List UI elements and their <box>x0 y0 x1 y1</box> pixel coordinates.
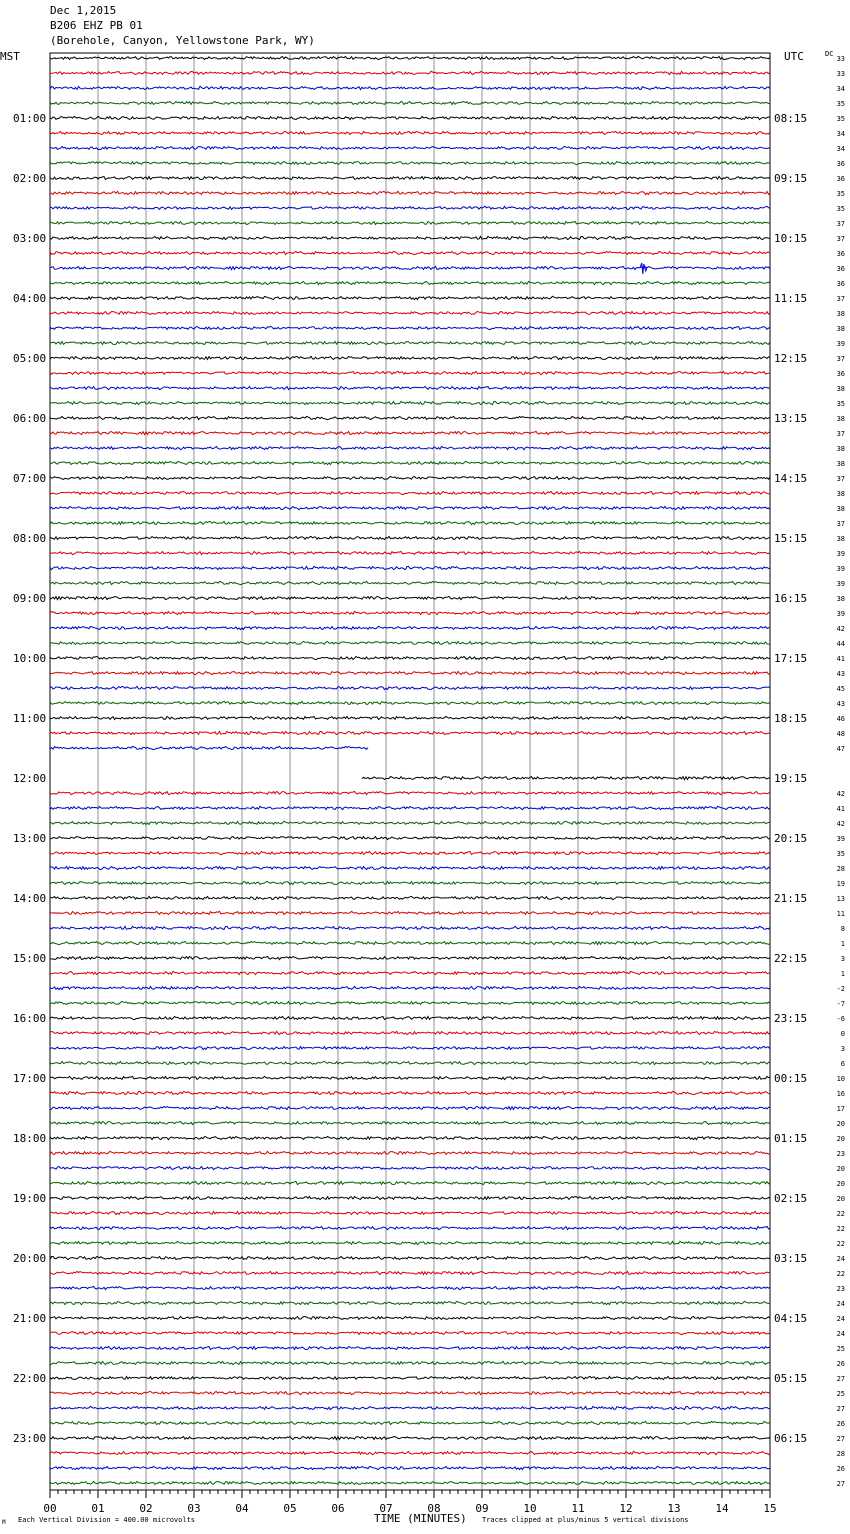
dc-value: 1 <box>840 970 845 978</box>
dc-value: 24 <box>836 1330 845 1338</box>
plot-date: Dec 1,2015 <box>50 4 117 17</box>
seismic-trace <box>50 1121 770 1124</box>
dc-value: 37 <box>836 430 845 438</box>
dc-value: 39 <box>836 565 845 573</box>
seismic-trace <box>50 251 770 254</box>
dc-value: 36 <box>836 280 845 288</box>
left-hour-label: 21:00 <box>13 1312 47 1325</box>
seismic-trace <box>50 716 770 719</box>
seismic-trace <box>50 176 770 179</box>
seismic-trace <box>50 1256 770 1259</box>
seismic-trace <box>50 431 770 434</box>
scale-note: Each Vertical Division = 400.00 microvolts <box>18 1516 196 1524</box>
seismic-trace <box>50 671 770 674</box>
dc-value: 27 <box>836 1375 845 1383</box>
seismic-trace <box>50 1151 770 1154</box>
corner-mark: M <box>2 1519 6 1526</box>
right-hour-label: 20:15 <box>774 832 808 845</box>
dc-value: 39 <box>836 580 845 588</box>
dc-value: 37 <box>836 295 845 303</box>
seismic-trace <box>50 356 770 359</box>
right-hour-label: 06:15 <box>774 1432 808 1445</box>
seismic-trace <box>50 806 770 809</box>
plot-frame <box>50 53 770 1490</box>
dc-value: 13 <box>836 895 845 903</box>
dc-value: 38 <box>836 535 845 543</box>
seismic-trace <box>50 1451 770 1454</box>
dc-value: 35 <box>836 205 845 213</box>
seismic-trace <box>50 1196 770 1199</box>
dc-value: 43 <box>836 700 845 708</box>
dc-value: 22 <box>836 1210 845 1218</box>
dc-value: 37 <box>836 355 845 363</box>
right-hour-label: 09:15 <box>774 172 808 185</box>
seismic-traces <box>50 56 770 1484</box>
seismic-trace <box>50 206 770 209</box>
seismic-trace <box>50 281 770 284</box>
seismic-trace <box>50 386 770 389</box>
seismic-trace <box>50 1316 770 1319</box>
seismic-trace <box>50 896 770 899</box>
station-location: (Borehole, Canyon, Yellowstone Park, WY) <box>50 34 315 47</box>
x-tick-label: 13 <box>667 1502 681 1515</box>
seismic-trace <box>50 611 770 614</box>
dc-value: 22 <box>836 1270 845 1278</box>
dc-value: 33 <box>836 55 845 63</box>
dc-value: 24 <box>836 1300 845 1308</box>
dc-value: 25 <box>836 1345 845 1353</box>
seismic-trace <box>50 1361 770 1364</box>
dc-value: 42 <box>836 820 845 828</box>
right-hour-label: 01:15 <box>774 1132 808 1145</box>
dc-value: 36 <box>836 265 845 273</box>
seismic-trace <box>50 1031 770 1034</box>
seismic-trace <box>50 56 770 59</box>
dc-value: 39 <box>836 610 845 618</box>
seismic-trace <box>50 521 770 524</box>
dc-value: 11 <box>836 910 845 918</box>
dc-value: 16 <box>836 1090 845 1098</box>
seismic-trace <box>50 147 770 150</box>
left-hour-label: 13:00 <box>13 832 47 845</box>
x-tick-label: 01 <box>91 1502 105 1515</box>
seismic-trace <box>50 821 770 824</box>
x-tick-label: 00 <box>43 1502 57 1515</box>
left-timezone: MST <box>0 50 20 63</box>
left-hour-label: 07:00 <box>13 472 47 485</box>
dc-value: 26 <box>836 1420 845 1428</box>
left-hour-label: 12:00 <box>13 772 47 785</box>
left-hour-label: 03:00 <box>13 232 47 245</box>
station-code: B206 EHZ PB 01 <box>50 19 143 32</box>
seismic-trace <box>50 1376 770 1379</box>
seismic-trace <box>50 296 770 299</box>
seismic-trace <box>50 642 770 645</box>
dc-value: 36 <box>836 160 845 168</box>
dc-value: 28 <box>836 1450 845 1458</box>
dc-value: 8 <box>840 925 845 933</box>
dc-value: 44 <box>836 640 845 648</box>
right-hour-label: 10:15 <box>774 232 808 245</box>
right-hour-label: 18:15 <box>774 712 808 725</box>
dc-value: 34 <box>836 85 845 93</box>
x-tick-label: 07 <box>379 1502 393 1515</box>
dc-value: 35 <box>836 115 845 123</box>
dc-value: 26 <box>836 1360 845 1368</box>
event-spike <box>640 263 647 274</box>
dc-value: 22 <box>836 1240 845 1248</box>
x-tick-label: 03 <box>187 1502 201 1515</box>
dc-value: -2 <box>836 985 845 993</box>
seismic-trace <box>50 701 770 704</box>
left-hour-label: 19:00 <box>13 1192 47 1205</box>
dc-value: 38 <box>836 415 845 423</box>
seismic-trace <box>50 836 770 839</box>
dc-value: 36 <box>836 370 845 378</box>
dc-value: 42 <box>836 790 845 798</box>
seismic-trace <box>50 506 770 509</box>
dc-value: 17 <box>836 1105 845 1113</box>
seismic-trace <box>50 1226 770 1229</box>
dc-value: 39 <box>836 835 845 843</box>
dc-value: 19 <box>836 880 845 888</box>
seismic-trace <box>50 86 770 89</box>
seismic-trace <box>50 1046 770 1049</box>
seismic-trace <box>50 656 770 659</box>
x-tick-label: 14 <box>715 1502 729 1515</box>
x-tick-label: 02 <box>139 1502 153 1515</box>
seismic-trace <box>50 1241 770 1244</box>
seismic-trace <box>50 1286 770 1289</box>
dc-value: 3 <box>840 1045 845 1053</box>
seismic-trace <box>50 71 770 74</box>
dc-value: 27 <box>836 1405 845 1413</box>
seismic-trace <box>50 911 770 914</box>
left-hour-label: 14:00 <box>13 892 47 905</box>
dc-value: 38 <box>836 445 845 453</box>
seismic-trace <box>50 1271 770 1274</box>
dc-value: 38 <box>836 490 845 498</box>
dc-value: 20 <box>836 1120 845 1128</box>
seismic-trace <box>50 221 770 224</box>
dc-value: 34 <box>836 130 845 138</box>
seismic-trace <box>50 1301 770 1304</box>
right-hour-label: 02:15 <box>774 1192 808 1205</box>
left-hour-label: 04:00 <box>13 292 47 305</box>
right-hour-label: 12:15 <box>774 352 808 365</box>
dc-value: 37 <box>836 235 845 243</box>
right-hour-label: 00:15 <box>774 1072 808 1085</box>
right-hour-label: 15:15 <box>774 532 808 545</box>
dc-value: 48 <box>836 730 845 738</box>
right-hour-label: 11:15 <box>774 292 808 305</box>
dc-value: 35 <box>836 850 845 858</box>
seismic-trace <box>50 116 770 119</box>
dc-value: 38 <box>836 385 845 393</box>
seismic-trace <box>50 161 770 164</box>
left-hour-label: 23:00 <box>13 1432 47 1445</box>
dc-value: 39 <box>836 340 845 348</box>
clip-note: Traces clipped at plus/minus 5 vertical divisions <box>482 1516 689 1524</box>
seismic-trace <box>50 266 770 269</box>
dc-value: 28 <box>836 865 845 873</box>
dc-value: 38 <box>836 325 845 333</box>
seismic-trace <box>50 1436 770 1439</box>
seismic-trace <box>50 1091 770 1094</box>
dc-value: 0 <box>840 1030 845 1038</box>
seismic-trace <box>50 866 770 869</box>
seismic-trace <box>50 1136 770 1139</box>
seismic-trace <box>50 956 770 959</box>
dc-value: 3 <box>840 955 845 963</box>
right-timezone: UTC <box>784 50 804 63</box>
seismic-trace <box>50 461 770 464</box>
seismic-trace <box>50 986 770 989</box>
dc-value: 27 <box>836 1435 845 1443</box>
seismic-trace <box>50 131 770 134</box>
dc-value: 36 <box>836 175 845 183</box>
left-hour-label: 20:00 <box>13 1252 47 1265</box>
dc-value: 34 <box>836 145 845 153</box>
seismic-trace <box>50 1391 770 1394</box>
seismic-trace <box>50 626 770 629</box>
left-hour-label: 05:00 <box>13 352 47 365</box>
right-hour-label: 13:15 <box>774 412 808 425</box>
seismic-trace <box>50 1061 770 1064</box>
left-hour-label: 15:00 <box>13 952 47 965</box>
dc-value: 27 <box>836 1480 845 1488</box>
seismic-trace <box>50 1466 770 1469</box>
seismic-trace <box>50 477 770 480</box>
dc-value: 23 <box>836 1150 845 1158</box>
seismic-trace <box>50 551 770 554</box>
x-tick-label: 04 <box>235 1502 249 1515</box>
right-hour-label: 08:15 <box>774 112 808 125</box>
dc-value: 25 <box>836 1390 845 1398</box>
x-tick-label: 12 <box>619 1502 633 1515</box>
seismic-trace <box>50 1016 770 1019</box>
left-hour-label: 02:00 <box>13 172 47 185</box>
right-hour-label: 22:15 <box>774 952 808 965</box>
dc-value: 20 <box>836 1180 845 1188</box>
seismic-trace <box>50 581 770 584</box>
dc-value: 41 <box>836 655 845 663</box>
x-tick-label: 11 <box>571 1502 585 1515</box>
seismic-trace <box>50 1481 770 1484</box>
dc-value: 42 <box>836 625 845 633</box>
seismic-trace <box>50 731 770 734</box>
left-hour-label: 06:00 <box>13 412 47 425</box>
seismic-trace <box>50 791 770 794</box>
dc-value: 23 <box>836 1285 845 1293</box>
dc-value: 43 <box>836 670 845 678</box>
left-hour-label: 01:00 <box>13 112 47 125</box>
seismic-trace <box>50 566 770 569</box>
seismic-trace <box>50 1001 770 1004</box>
dc-value: 20 <box>836 1165 845 1173</box>
seismic-trace <box>50 1421 770 1424</box>
seismic-trace <box>50 1211 770 1214</box>
right-hour-label: 16:15 <box>774 592 808 605</box>
dc-value: 36 <box>836 250 845 258</box>
right-hour-label: 17:15 <box>774 652 808 665</box>
left-hour-label: 18:00 <box>13 1132 47 1145</box>
seismic-trace <box>50 1331 770 1334</box>
seismic-trace <box>50 1106 770 1109</box>
seismic-trace <box>50 1346 770 1349</box>
right-hour-label: 03:15 <box>774 1252 808 1265</box>
dc-value: 41 <box>836 805 845 813</box>
dc-value: 26 <box>836 1465 845 1473</box>
dc-value: 38 <box>836 505 845 513</box>
left-hour-label: 17:00 <box>13 1072 47 1085</box>
seismic-trace <box>50 596 770 599</box>
seismic-trace <box>50 491 770 494</box>
dc-value: 45 <box>836 685 845 693</box>
left-hour-label: 16:00 <box>13 1012 47 1025</box>
x-tick-label: 05 <box>283 1502 297 1515</box>
dc-value: 46 <box>836 715 845 723</box>
right-hour-label: 05:15 <box>774 1372 808 1385</box>
seismic-trace <box>50 941 770 944</box>
seismic-trace <box>50 686 770 689</box>
dc-value: 37 <box>836 475 845 483</box>
seismic-trace <box>50 341 770 344</box>
right-hour-label: 23:15 <box>774 1012 808 1025</box>
left-hour-label: 10:00 <box>13 652 47 665</box>
left-hour-label: 22:00 <box>13 1372 47 1385</box>
dc-value: 33 <box>836 70 845 78</box>
x-tick-label: 09 <box>475 1502 489 1515</box>
dc-header: DC <box>825 50 834 58</box>
seismic-trace <box>362 776 770 779</box>
dc-value: 37 <box>836 220 845 228</box>
x-tick-label: 10 <box>523 1502 537 1515</box>
dc-value: 10 <box>836 1075 845 1083</box>
seismic-trace <box>50 1181 770 1184</box>
seismic-trace <box>50 926 770 929</box>
seismic-trace <box>50 446 770 449</box>
dc-value: 35 <box>836 190 845 198</box>
dc-value: -6 <box>836 1015 845 1023</box>
seismic-trace <box>50 191 770 194</box>
seismic-trace <box>50 416 770 419</box>
seismic-trace <box>50 102 770 105</box>
dc-value: 38 <box>836 310 845 318</box>
seismic-trace <box>50 971 770 974</box>
seismic-trace <box>50 371 770 374</box>
seismic-trace <box>50 536 770 539</box>
left-hour-label: 09:00 <box>13 592 47 605</box>
x-tick-label: 15 <box>763 1502 777 1515</box>
dc-value: 38 <box>836 595 845 603</box>
seismic-trace <box>50 882 770 885</box>
dc-value: 39 <box>836 550 845 558</box>
right-hour-label: 14:15 <box>774 472 808 485</box>
right-hour-label: 19:15 <box>774 772 808 785</box>
seismic-trace <box>50 326 770 329</box>
dc-value: 24 <box>836 1315 845 1323</box>
seismic-trace <box>50 312 770 315</box>
dc-value: 1 <box>840 940 845 948</box>
seismic-trace <box>50 236 770 239</box>
x-tick-label: 08 <box>427 1502 441 1515</box>
right-hour-label: 04:15 <box>774 1312 808 1325</box>
dc-value: 6 <box>840 1060 845 1068</box>
dc-value: 22 <box>836 1225 845 1233</box>
dc-value: 20 <box>836 1195 845 1203</box>
dc-value: 47 <box>836 745 845 753</box>
seismic-trace <box>50 1076 770 1079</box>
dc-value: 24 <box>836 1255 845 1263</box>
seismic-trace <box>50 401 770 404</box>
dc-value: -7 <box>836 1000 845 1008</box>
dc-value: 35 <box>836 400 845 408</box>
x-axis-title: TIME (MINUTES) <box>374 1512 467 1525</box>
axis-labels <box>0 50 845 1526</box>
dc-value: 38 <box>836 460 845 468</box>
seismic-trace <box>50 1406 770 1409</box>
seismic-trace <box>50 1166 770 1169</box>
seismic-trace <box>50 851 770 854</box>
dc-value: 35 <box>836 100 845 108</box>
x-tick-label: 06 <box>331 1502 345 1515</box>
left-hour-label: 08:00 <box>13 532 47 545</box>
right-hour-label: 21:15 <box>774 892 808 905</box>
dc-value: 37 <box>836 520 845 528</box>
left-hour-label: 11:00 <box>13 712 47 725</box>
dc-value: 20 <box>836 1135 845 1143</box>
